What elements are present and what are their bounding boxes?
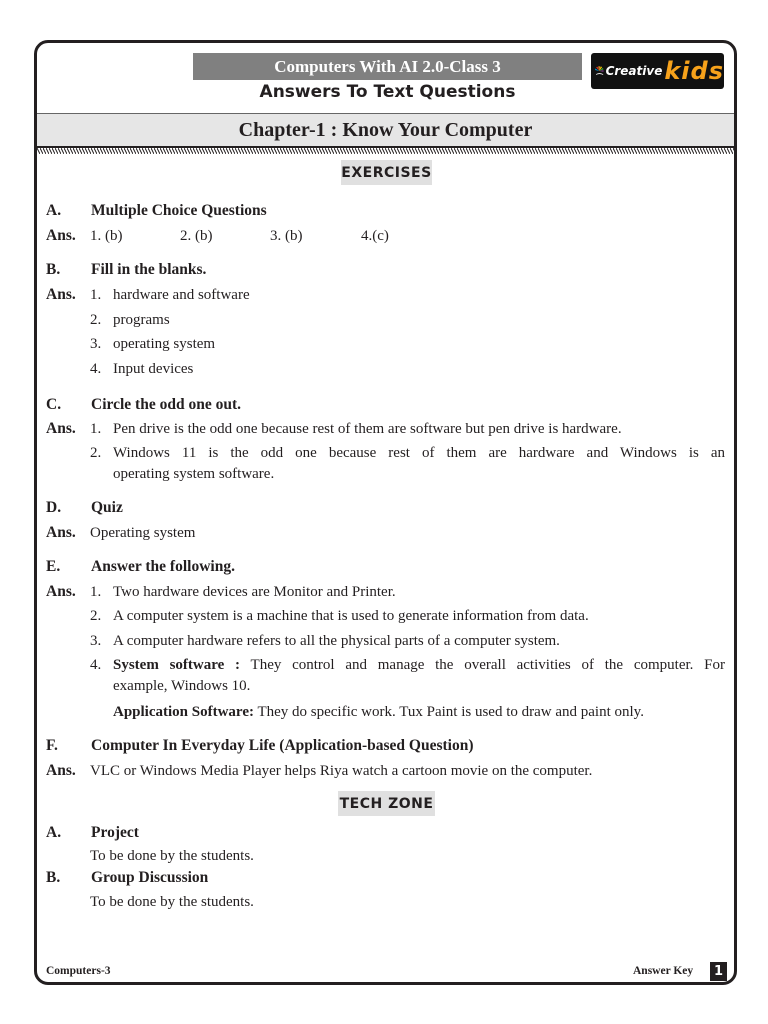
item-text: hardware and software [113, 287, 250, 303]
page-number: 1 [710, 962, 727, 981]
item-text-continued: operating system software. [113, 466, 275, 482]
item-number: 2. [90, 445, 102, 461]
quiz-answer: Operating system [90, 525, 196, 541]
tech-b-text: To be done by the students. [90, 894, 254, 910]
footer-book: Computers-3 [46, 965, 111, 977]
section-title: Group Discussion [91, 869, 209, 886]
publisher-logo [591, 53, 724, 89]
item-number: 3. [90, 336, 102, 352]
term-definition: They control and manage the overall activities of the computer. For [240, 657, 726, 673]
section-title: Circle the odd one out. [91, 396, 241, 413]
zigzag-divider [37, 148, 734, 154]
mcq-answer-2: 2. (b) [180, 228, 213, 244]
section-title: Fill in the blanks. [91, 261, 207, 278]
book-series-title: Computers With AI 2.0-Class 3 [193, 53, 582, 80]
section-letter: B. [46, 869, 61, 886]
footer-label: Answer Key [633, 965, 694, 977]
section-letter: A. [46, 824, 62, 841]
mcq-answer-3: 3. (b) [270, 228, 303, 244]
section-letter: A. [46, 202, 62, 219]
chapter-title: Chapter-1 : Know Your Computer [37, 113, 734, 148]
section-title: Quiz [91, 499, 123, 516]
item-text: Two hardware devices are Monitor and Printer. [113, 584, 396, 600]
item-text: A computer system is a machine that is used to generate information from data. [113, 608, 589, 624]
term-label: Application Software: [113, 704, 254, 720]
term-definition: They do specific work. Tux Paint is used to draw and paint only. [253, 704, 644, 720]
ans-label: Ans. [46, 524, 76, 541]
ans-label: Ans. [46, 286, 76, 303]
application-answer: VLC or Windows Media Player helps Riya watch a cartoon movie on the computer. [90, 763, 593, 779]
section-letter: D. [46, 499, 62, 516]
section-letter: F. [46, 737, 58, 754]
item-number: 3. [90, 633, 102, 649]
logo-word-creative: Creative [605, 64, 663, 78]
ans-label: Ans. [46, 762, 76, 779]
section-letter: B. [46, 261, 61, 278]
tech-a-text: To be done by the students. [90, 848, 254, 864]
mcq-answer-4: 4.(c) [361, 228, 389, 244]
item-number: 4. [90, 657, 102, 673]
item-number: 1. [90, 421, 102, 437]
section-title: Answer the following. [91, 558, 235, 575]
tech-zone-tag: TECH ZONE [338, 791, 435, 816]
exercises-tag: EXERCISES [341, 160, 432, 185]
section-letter: E. [46, 558, 61, 575]
item-number: 1. [90, 287, 102, 303]
item-number: 2. [90, 312, 102, 328]
item-text: Windows 11 is the odd one because rest of them are hardware and Windows is an [113, 445, 725, 461]
item-text [113, 657, 725, 674]
term-label: System software : [113, 657, 241, 673]
section-title: Project [91, 824, 139, 841]
ans-label: Ans. [46, 583, 76, 600]
item-number: 1. [90, 584, 102, 600]
item-text: programs [113, 312, 170, 328]
item-text: Pen drive is the odd one because rest of them are software but pen drive is hardware. [113, 421, 622, 437]
item-text [113, 704, 644, 721]
item-text-continued: example, Windows 10. [113, 678, 251, 694]
item-text: A computer hardware refers to all the physical parts of a computer system. [113, 633, 560, 649]
item-number: 2. [90, 608, 102, 624]
section-title: Computer In Everyday Life (Application-based Question) [91, 737, 474, 754]
section-title: Multiple Choice Questions [91, 202, 267, 219]
item-text: Input devices [113, 361, 194, 377]
mcq-answer-1: 1. (b) [90, 228, 123, 244]
logo-word-kids: kids [664, 57, 724, 85]
ans-label: Ans. [46, 227, 76, 244]
item-text: operating system [113, 336, 216, 352]
section-letter: C. [46, 396, 62, 413]
page-subtitle: Answers To Text Questions [259, 82, 516, 102]
ans-label: Ans. [46, 420, 76, 437]
logo-burst-icon [594, 56, 605, 86]
item-number: 4. [90, 361, 102, 377]
